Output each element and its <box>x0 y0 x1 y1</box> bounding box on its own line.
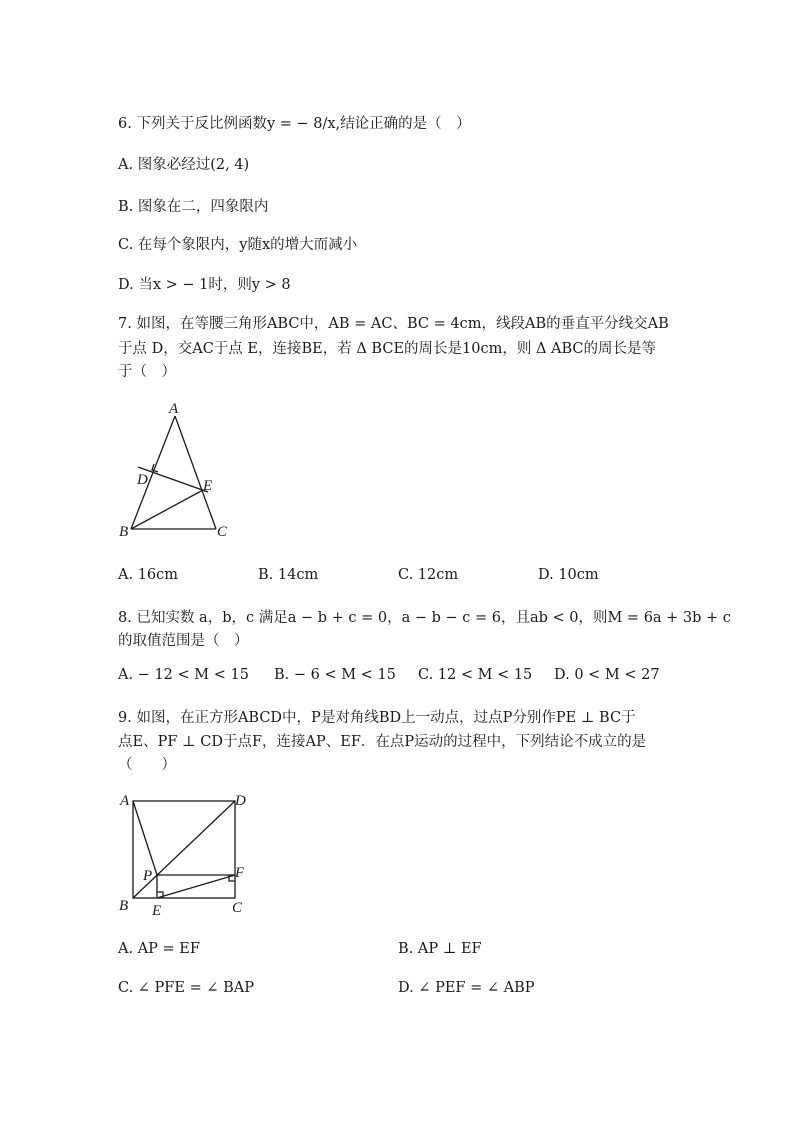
q9-stem-line-1: 9. 如图，在正方形ABCD中，P是对角线BD上一动点，过点P分别作PE ⊥ BC于 <box>118 710 636 726</box>
q8-option-d: D. 0 < M < 27 <box>554 667 660 683</box>
label-d: D <box>235 793 246 809</box>
q6-option-d: D. 当x > − 1时，则y > 8 <box>118 277 291 293</box>
q7-stem-line-1: 7. 如图，在等腰三角形ABC中，AB = AC、BC = 4cm，线段AB的垂直平分线交AB <box>118 316 669 332</box>
q9-option-d: D. ∠ PEF = ∠ ABP <box>398 980 535 996</box>
q8-option-c: C. 12 < M < 15 <box>418 667 533 683</box>
q7-option-a: A. 16cm <box>118 567 179 583</box>
label-d: D <box>137 472 148 488</box>
q6-option-c: C. 在每个象限内，y随x的增大而减小 <box>118 237 358 253</box>
q7-triangle-figure <box>110 398 250 543</box>
label-p: P <box>143 868 153 884</box>
q9-stem-line-2: 点E、PF ⊥ CD于点F，连接AP、EF．在点P运动的过程中，下列结论不成立的是 <box>118 734 647 750</box>
segment-ac <box>175 416 216 529</box>
q9-square-figure <box>112 788 257 923</box>
label-a: A <box>120 793 130 809</box>
q9-stem-line-3: （ ） <box>118 757 176 773</box>
label-b: B <box>119 524 129 540</box>
q9-option-b: B. AP ⊥ EF <box>398 941 482 957</box>
label-c: C <box>217 524 228 540</box>
label-f: F <box>235 865 245 881</box>
q8-stem-line-2: 的取值范围是（ ） <box>118 633 249 649</box>
segment-ap <box>133 801 157 875</box>
q7-stem-line-3: 于（ ） <box>118 364 176 380</box>
q9-option-c: C. ∠ PFE = ∠ BAP <box>118 980 254 996</box>
q8-option-a: A. − 12 < M < 15 <box>118 667 249 683</box>
q7-option-b: B. 14cm <box>258 567 319 583</box>
q7-stem-line-2: 于点 D，交AC于点 E，连接BE，若 Δ BCE的周长是10cm，则 Δ ABC的周长是等 <box>118 341 657 357</box>
label-e: E <box>203 478 213 494</box>
label-e: E <box>152 903 162 919</box>
segment-ef <box>157 875 235 898</box>
segment-be <box>131 490 203 529</box>
q6-stem: 6. 下列关于反比例函数y = − 8/x,结论正确的是（ ） <box>118 116 471 132</box>
q6-option-a: A. 图象必经过(2, 4) <box>118 157 250 173</box>
q7-option-d: D. 10cm <box>538 567 599 583</box>
q8-option-b: B. − 6 < M < 15 <box>274 667 396 683</box>
label-c: C <box>232 900 243 916</box>
q7-option-c: C. 12cm <box>398 567 459 583</box>
label-b: B <box>119 898 129 914</box>
q9-option-a: A. AP = EF <box>118 941 200 957</box>
label-a: A <box>169 401 179 417</box>
q8-stem-line-1: 8. 已知实数 a，b，c 满足a − b + c = 0，a − b − c = 6，且ab < 0，则M = 6a + 3b + c <box>118 610 731 626</box>
q6-option-b: B. 图象在二，四象限内 <box>118 199 269 215</box>
